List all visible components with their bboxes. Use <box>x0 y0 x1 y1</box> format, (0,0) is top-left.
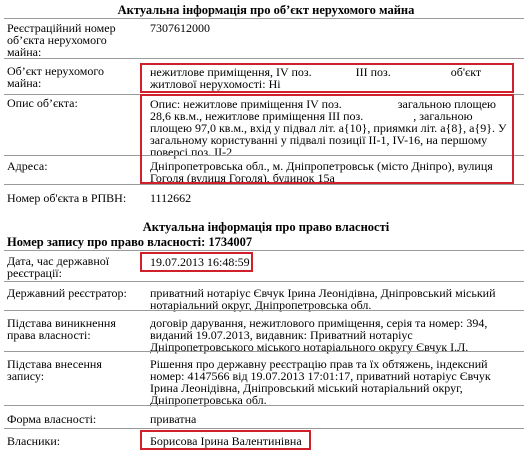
label-ownership-form: Форма власності: <box>7 412 97 426</box>
label-description: Опис об’єкта: <box>7 96 78 110</box>
divider <box>4 281 524 282</box>
divider <box>4 18 524 19</box>
value-registrar: приватний нотаріус Євчук Ірина Леонідівна, Дніпровський міський нотаріальний округ, Дніпропетровська обл. <box>150 286 496 312</box>
divider <box>4 58 524 59</box>
value-rpvn-number: 1112662 <box>150 191 192 205</box>
value-object-part-1: нежитлове приміщення, IV поз. <box>150 65 312 79</box>
divider <box>4 184 524 185</box>
divider <box>4 351 524 352</box>
value-address: Дніпропетровська обл., м. Дніпропетровськ (місто Дніпро), вулиця Гоголя (вулиця Гоголя), будинок 15а <box>150 159 493 185</box>
divider <box>4 310 524 311</box>
label-ownership-basis: Підстава виникнення права власності: <box>7 316 116 342</box>
value-description-part-3: , загальною площею 97,0 кв.м., вхід у підвал літ. а{10}, приямки літ. а{8}, а{9}. У загальному користуванні у підвалі позиції II-1, IV-16, на першому поверсі поз. II-2 <box>150 109 507 159</box>
label-object: Об’єкт нерухомого майна: <box>7 64 104 90</box>
section-title-property: Актуальна інформація про об’єкт нерухомого майна <box>117 3 415 17</box>
value-registration-date: 19.07.2013 16:48:59 <box>150 255 250 269</box>
ownership-record-number: Номер запису про право власності: 1734007 <box>7 235 253 249</box>
label-owners: Власники: <box>7 434 61 448</box>
value-object-part-2: III поз. <box>355 65 391 79</box>
divider <box>4 250 524 251</box>
label-reg-number: Реєстраційний номер об’єкта нерухомого майна: <box>7 21 116 59</box>
divider <box>4 428 524 429</box>
highlight-box-owners <box>140 430 311 450</box>
label-record-basis: Підстава внесення запису: <box>7 357 102 383</box>
divider <box>4 405 524 406</box>
value-description-part-1: Опис: нежитлове приміщення IV поз. <box>150 97 342 111</box>
label-registration-date: Дата, час державної реєстрації: <box>7 254 110 280</box>
value-record-basis: Рішення про державну реєстрацію прав та їх обтяжень, індексний номер: 4147566 від 19.07.2013 17:01:17, приватний нотаріус Євчук Ірина Леонідівна, Дніпровський міський нотаріальний округ, Дніпропетровська обл. <box>150 357 491 407</box>
label-address: Адреса: <box>7 159 48 173</box>
highlight-box-registration-date <box>140 252 253 272</box>
value-owners: Борисова Ірина Валентинівна <box>150 434 302 448</box>
value-object-part-3: об'єкт житлової нерухомості: Ні <box>150 65 482 91</box>
value-reg-number: 7307612000 <box>150 21 210 35</box>
value-ownership-basis: договір дарування, нежитлового приміщення, серія та номер: 394, виданий 19.07.2013, видавник: Приватний нотаріус Дніпропетровського міського нотаріального округу Євчук І.Л. <box>150 316 488 354</box>
value-description-part-2: загальною площею 28,6 кв.м., нежитлове приміщення III поз. <box>150 97 497 123</box>
highlight-box-description-address <box>140 94 514 184</box>
highlight-box-object <box>140 63 514 93</box>
label-rpvn-number: Номер об'єкта в РПВН: <box>7 191 127 205</box>
section-title-ownership: Актуальна інформація про право власності <box>142 220 390 234</box>
label-registrar: Державний реєстратор: <box>7 286 127 300</box>
value-ownership-form: приватна <box>150 412 197 426</box>
